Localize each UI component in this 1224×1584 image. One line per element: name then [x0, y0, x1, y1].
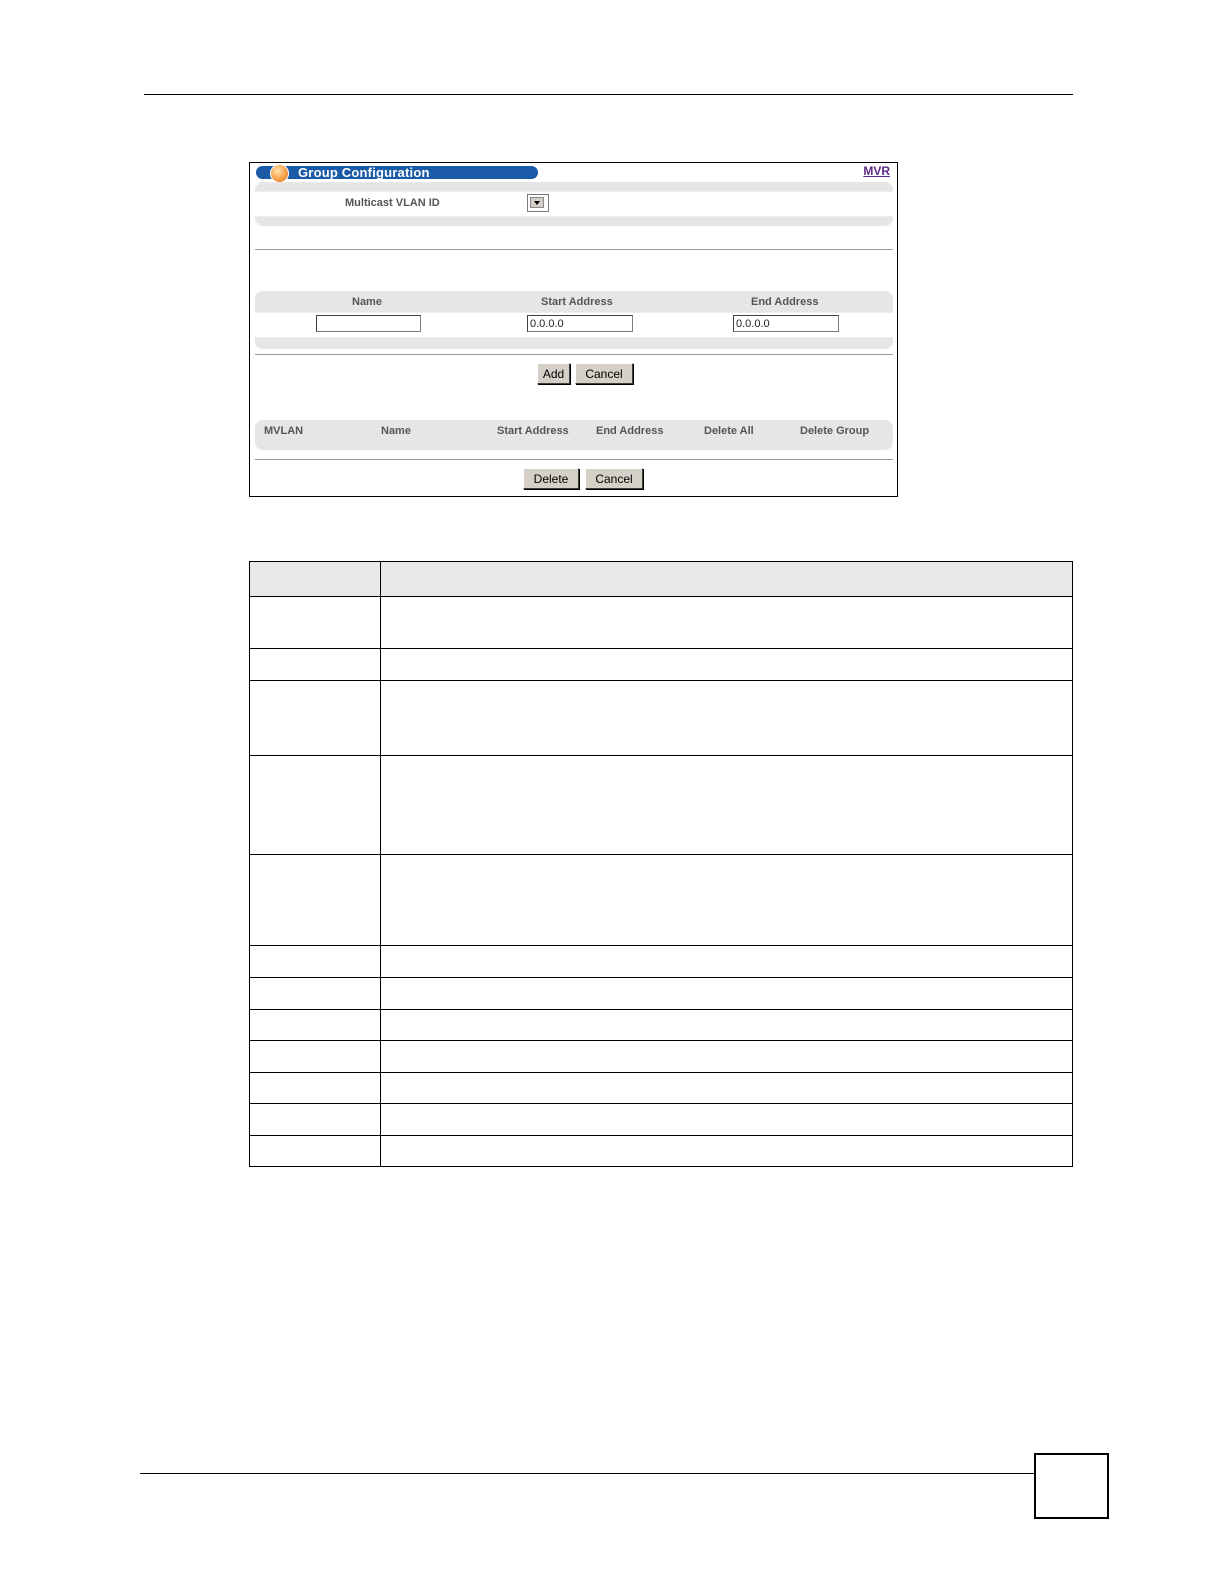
list-col-delete-all: Delete All: [704, 425, 754, 437]
name-input[interactable]: [316, 315, 421, 332]
table-row: [250, 978, 1073, 1010]
list-col-mvlan: MVLAN: [264, 425, 304, 437]
description-table: [249, 561, 1073, 1167]
title-bar: [256, 166, 538, 179]
multicast-vlan-id-label: Multicast VLAN ID: [345, 197, 440, 209]
table-row: [250, 1136, 1073, 1167]
start-address-input[interactable]: [527, 315, 633, 332]
table-row: [250, 1073, 1073, 1104]
table-row: [250, 649, 1073, 681]
end-address-input[interactable]: [733, 315, 839, 332]
separator: [255, 354, 893, 355]
group-list-header: [255, 420, 893, 450]
header-cell-description: [381, 562, 1073, 597]
dropdown-arrow-icon: [530, 197, 544, 208]
separator: [255, 249, 893, 250]
group-configuration-screen: [249, 162, 898, 497]
list-col-end-address: End Address: [596, 425, 664, 437]
cancel-button[interactable]: Cancel: [575, 363, 633, 384]
table-row: [250, 597, 1073, 649]
header-cell-label: [250, 562, 381, 597]
table-row: [250, 1010, 1073, 1041]
footer-rule: [140, 1473, 1035, 1474]
list-col-delete-group: Delete Group: [800, 425, 870, 437]
title-orb-icon: [270, 164, 289, 183]
list-col-start-address: Start Address: [497, 425, 569, 437]
col-name: Name: [352, 296, 382, 308]
table-row: [250, 756, 1073, 855]
mvr-link[interactable]: MVR: [863, 164, 890, 178]
screen-title: Group Configuration: [298, 165, 430, 180]
col-start-address: Start Address: [541, 296, 613, 308]
header-rule: [144, 94, 1073, 95]
table-row: [250, 1104, 1073, 1136]
table-row: [250, 855, 1073, 946]
table-row: [250, 681, 1073, 756]
separator: [255, 459, 893, 460]
multicast-vlan-id-select[interactable]: [527, 194, 549, 212]
table-row: [250, 1041, 1073, 1073]
table-header-row: [250, 562, 1073, 597]
list-col-name: Name: [381, 425, 411, 437]
delete-button[interactable]: Delete: [523, 468, 579, 489]
page-number-box: [1034, 1453, 1109, 1519]
table-row: [250, 946, 1073, 978]
cancel-delete-button[interactable]: Cancel: [585, 468, 643, 489]
col-end-address: End Address: [751, 296, 819, 308]
add-button[interactable]: Add: [537, 363, 570, 384]
